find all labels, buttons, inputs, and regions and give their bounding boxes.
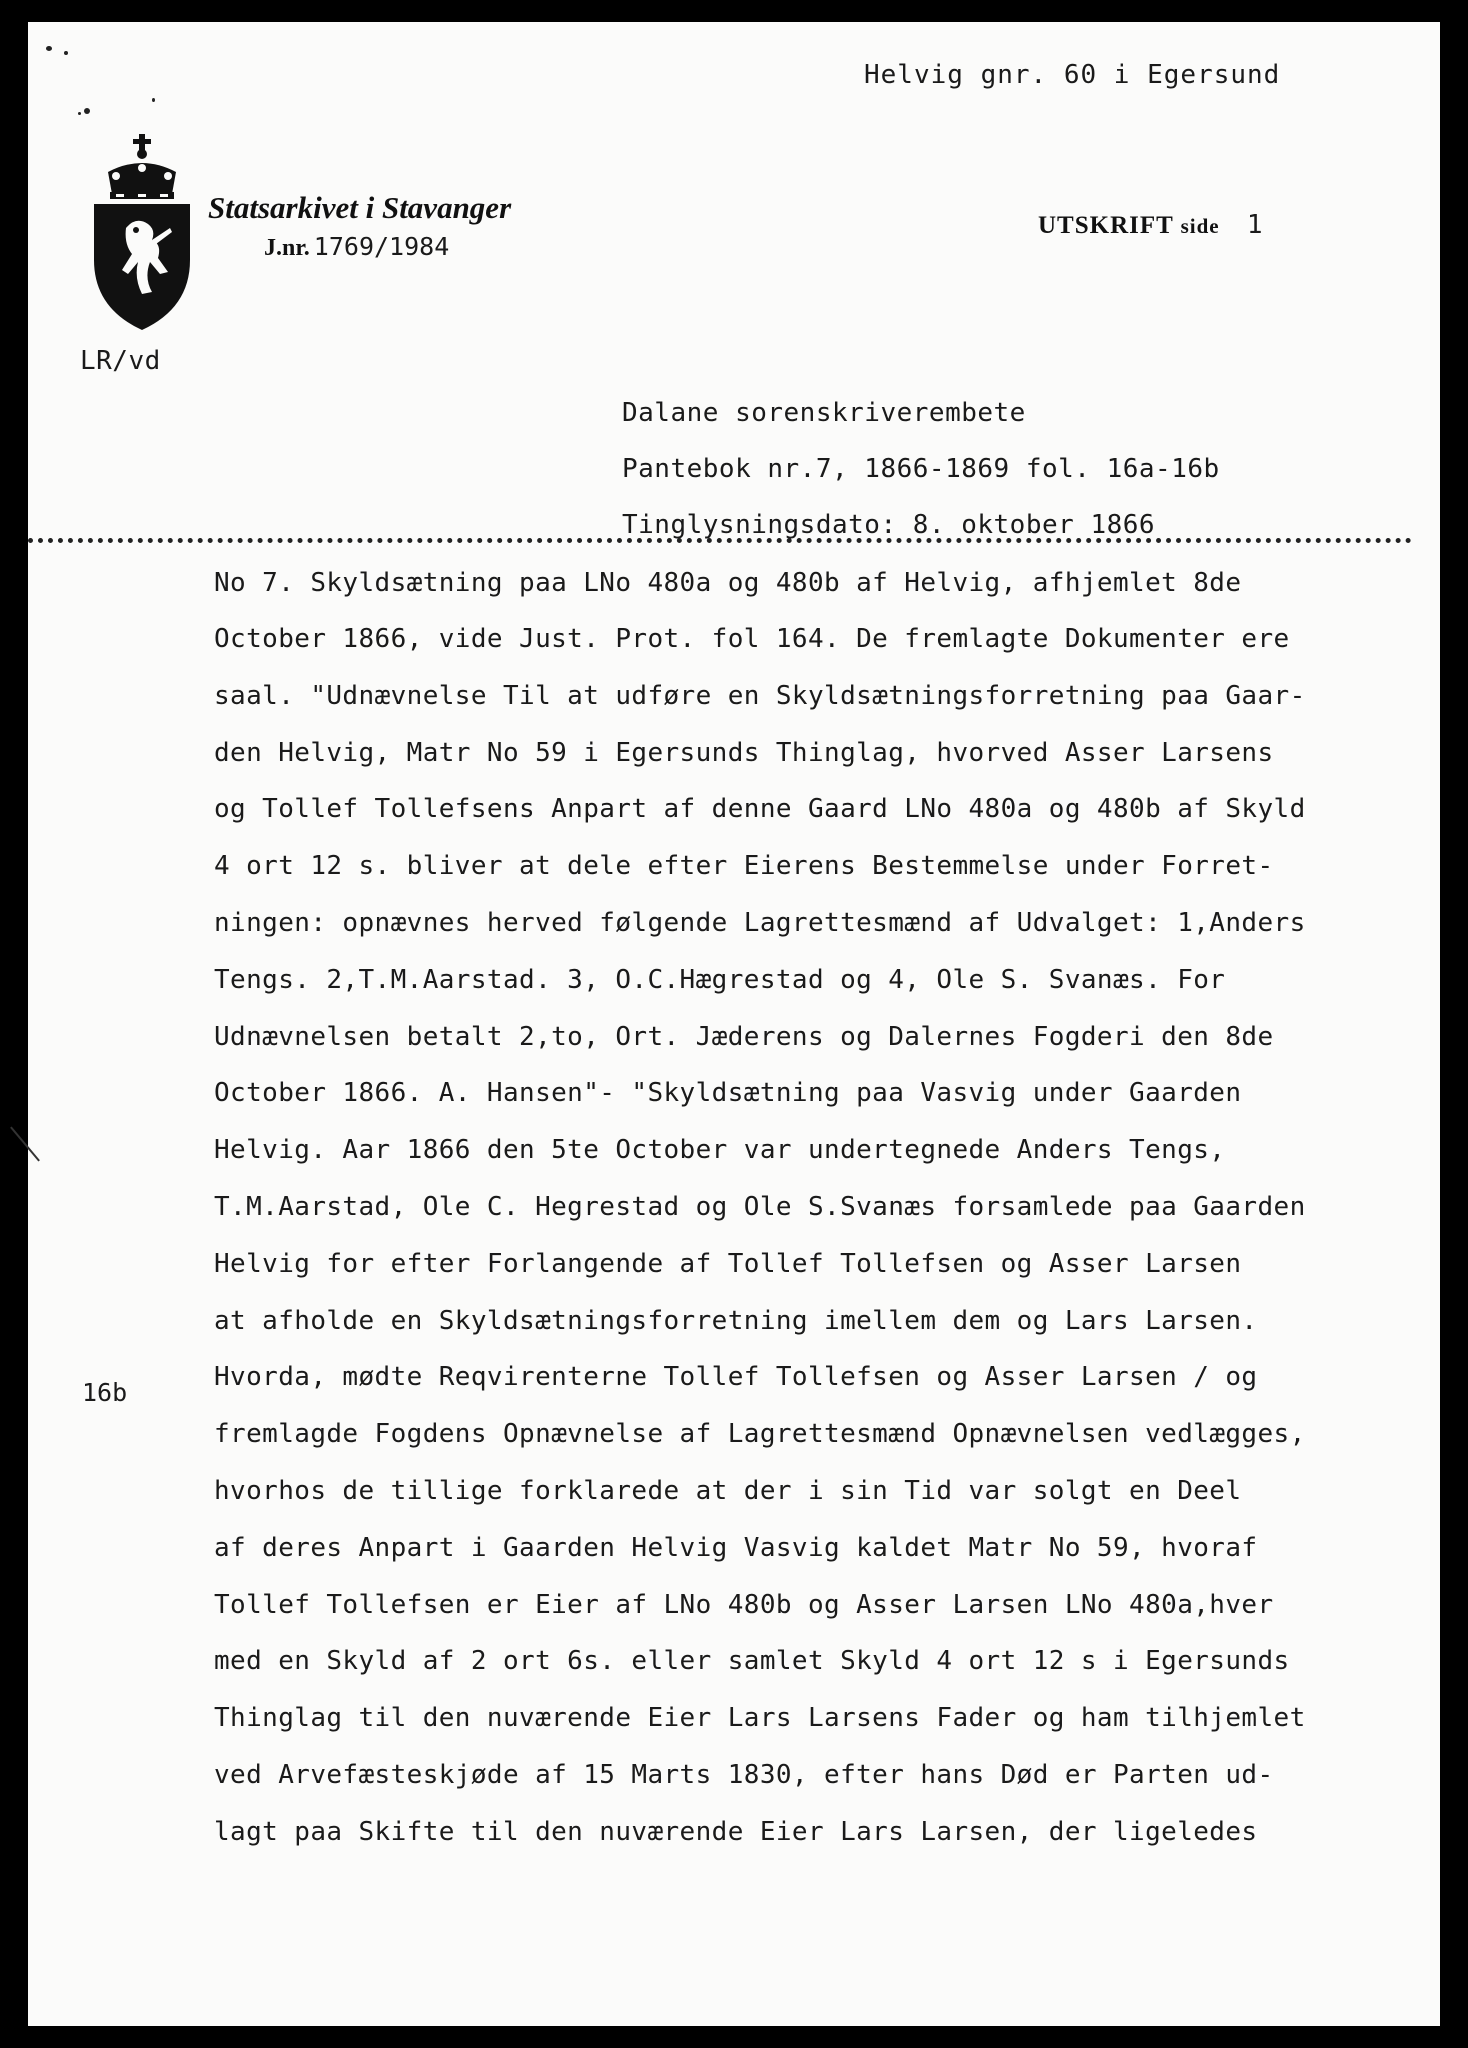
body-line: hvorhos de tillige forklarede at der i sin Tid var solgt en Deel	[214, 1476, 1242, 1506]
body-line: No 7. Skyldsætning paa LNo 480a og 480b af Helvig, afhjemlet 8de	[214, 568, 1242, 598]
speck-mark	[46, 46, 52, 51]
page-number: 1	[1246, 210, 1264, 240]
institution-name: Statsarkivet i Stavanger	[208, 190, 512, 225]
body-line: Hvorda, mødte Reqvirenterne Tollef Tollefsen og Asser Larsen / og	[214, 1362, 1258, 1392]
body-line: October 1866. A. Hansen"- "Skyldsætning paa Vasvig under Gaarden	[214, 1078, 1242, 1108]
speck-mark	[84, 108, 90, 114]
dotted-separator	[28, 538, 1412, 543]
margin-tick-mark	[10, 1127, 40, 1162]
initials: LR/vd	[80, 346, 161, 376]
body-line: saal. "Udnævnelse Til at udføre en Skyldsætningsforretning paa Gaar-	[214, 681, 1306, 711]
body-line: T.M.Aarstad, Ole C. Hegrestad og Ole S.Svanæs forsamlede paa Gaarden	[214, 1192, 1306, 1222]
speck-mark	[64, 51, 68, 55]
body-line: 4 ort 12 s. bliver at dele efter Eierens Bestemmelse under Forret-	[214, 851, 1274, 881]
body-line: Helvig. Aar 1866 den 5te October var undertegnede Anders Tengs,	[214, 1135, 1226, 1165]
body-line: den Helvig, Matr No 59 i Egersunds Thinglag, hvorved Asser Larsens	[214, 738, 1274, 768]
page-word: side	[1180, 214, 1220, 238]
body-line: Helvig for efter Forlangende af Tollef Tollefsen og Asser Larsen	[214, 1249, 1242, 1279]
body-line: lagt paa Skifte til den nuværende Eier Lars Larsen, der ligeledes	[214, 1817, 1258, 1847]
registration-date: Tinglysningsdato: 8. oktober 1866	[622, 510, 1156, 540]
office-name: Dalane sorenskriverembete	[622, 398, 1026, 428]
body-line: ningen: opnævnes herved følgende Lagrettesmænd af Udvalget: 1,Anders	[214, 908, 1306, 938]
body-line: at afholde en Skyldsætningsforretning imellem dem og Lars Larsen.	[214, 1306, 1258, 1336]
archive-reference: Helvig gnr. 60 i Egersund	[864, 60, 1281, 90]
body-line: og Tollef Tollefsens Anpart af denne Gaard LNo 480a og 480b af Skyld	[214, 794, 1306, 824]
journal-number-value: 1769/1984	[313, 232, 450, 261]
document-type: UTSKRIFT	[1038, 212, 1174, 239]
speck-mark	[78, 112, 81, 115]
journal-number-label: J.nr.	[264, 235, 310, 261]
mortgage-book: Pantebok nr.7, 1866-1869 fol. 16a-16b	[622, 454, 1220, 484]
folio-margin-note: 16b	[82, 1378, 128, 1407]
norwegian-coat-of-arms-icon	[86, 132, 198, 334]
body-line: Udnævnelsen betalt 2,to, Ort. Jæderens og Dalernes Fogderi den 8de	[214, 1022, 1274, 1052]
speck-mark	[152, 98, 155, 102]
body-line: med en Skyld af 2 ort 6s. eller samlet Skyld 4 ort 12 s i Egersunds	[214, 1646, 1290, 1676]
journal-number	[264, 232, 449, 262]
document-sheet	[28, 22, 1440, 2026]
body-line: af deres Anpart i Gaarden Helvig Vasvig kaldet Matr No 59, hvoraf	[214, 1533, 1258, 1563]
body-line: Thinglag til den nuværende Eier Lars Larsens Fader og ham tilhjemlet	[214, 1703, 1306, 1733]
body-line: ved Arvefæsteskjøde af 15 Marts 1830, efter hans Død er Parten ud-	[214, 1760, 1274, 1790]
document-type-line	[1038, 210, 1264, 240]
body-line: fremlagde Fogdens Opnævnelse af Lagrettesmænd Opnævnelsen vedlægges,	[214, 1419, 1306, 1449]
body-line: Tollef Tollefsen er Eier af LNo 480b og Asser Larsen LNo 480a,hver	[214, 1590, 1274, 1620]
body-line: October 1866, vide Just. Prot. fol 164. De fremlagte Dokumenter ere	[214, 624, 1290, 654]
body-line: Tengs. 2,T.M.Aarstad. 3, O.C.Hægrestad og 4, Ole S. Svanæs. For	[214, 965, 1226, 995]
